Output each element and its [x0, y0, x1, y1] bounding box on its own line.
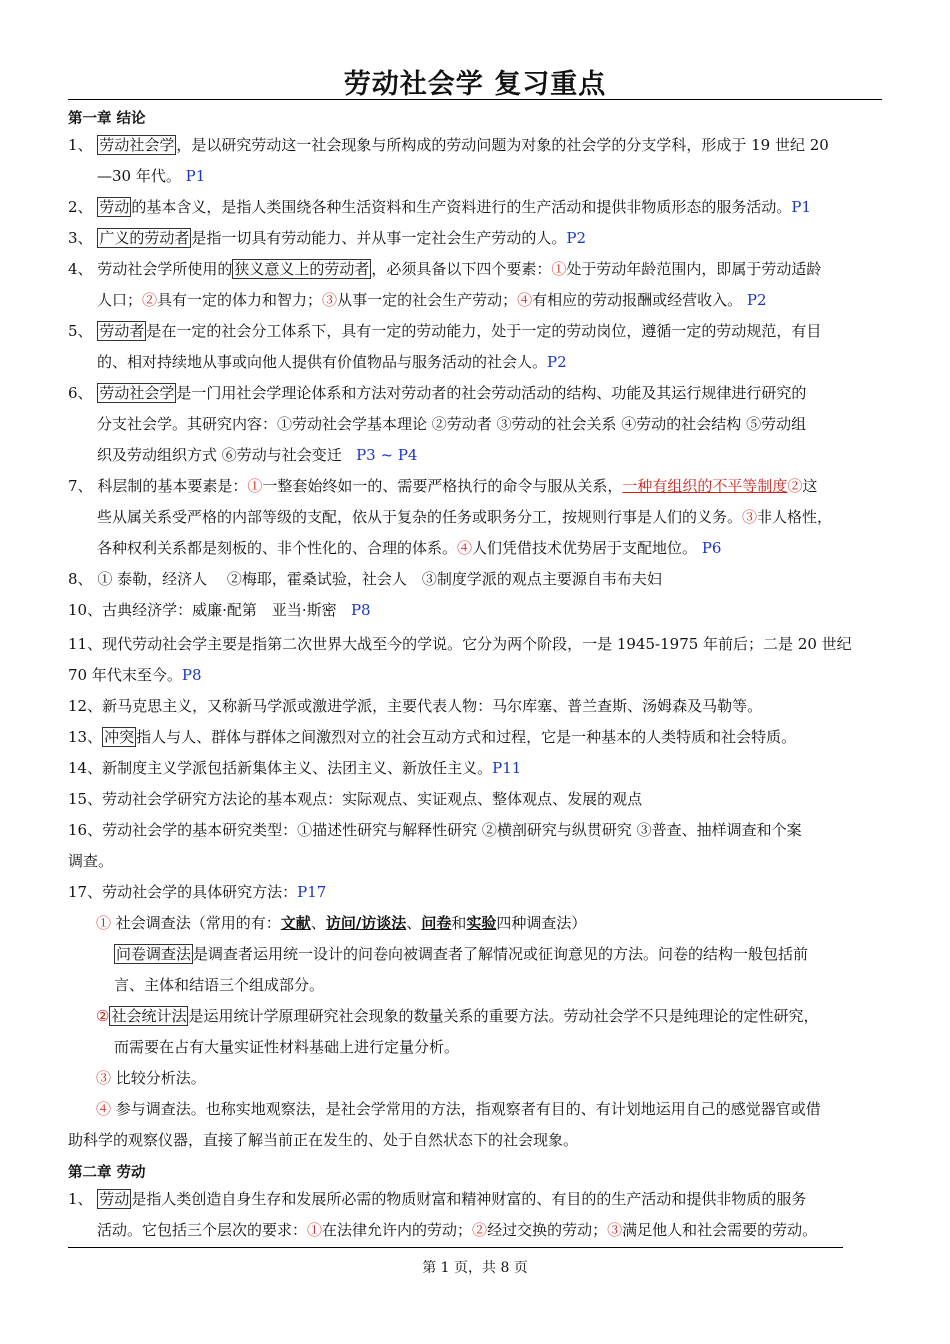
item-text: 织及劳动组织方式 ⑥劳动与社会变迁 [97, 446, 342, 464]
page-ref: P1 [791, 198, 811, 216]
item-text: 社会调查法（常用的有： [111, 914, 281, 932]
item-text: 新制度主义学派包括新集体主义、法团主义、新放任主义。 [102, 759, 493, 777]
item-text: 满足他人和社会需要的劳动。 [622, 1221, 818, 1239]
page-ref: P2 [547, 353, 567, 371]
item-3 [68, 228, 882, 248]
boxed-term: 劳动 [99, 1190, 130, 1208]
circled-marker: ③ [322, 291, 338, 309]
circled-marker: ① [247, 477, 263, 495]
item-1 [68, 135, 882, 155]
item-16 [68, 820, 882, 840]
item-6-cont2 [97, 445, 882, 465]
item-number: 8、 [68, 570, 93, 588]
item-text: —30 年代。 [97, 167, 181, 185]
circled-marker: ① [96, 914, 112, 932]
item-text: 劳动社会学的基本研究类型：①描述性研究与解释性研究 ②横剖研究与纵贯研究 ③普查、抽样调查和个案 [102, 821, 802, 839]
item-text: 非人格性， [757, 508, 833, 526]
item-text: ① 泰勒，经济人 ②梅耶，霍桑试验，社会人 ③制度学派的观点主要源自韦布夫妇 [97, 570, 662, 588]
item-7-cont2 [97, 538, 882, 558]
method-1 [96, 913, 882, 933]
boxed-term: 劳动者 [99, 322, 145, 340]
item-text: 在法律允许内的劳动； [322, 1221, 473, 1239]
separator: 和 [451, 914, 467, 932]
circled-marker: ① [551, 260, 567, 278]
document-title: 劳动社会学 复习重点 [343, 69, 607, 100]
page-ref: P3 ~ P4 [356, 446, 418, 464]
item-text: 些从属关系受严格的内部等级的支配，依从于复杂的任务或职务分工，按规则行事是人们的义务。 [97, 508, 743, 526]
underlined-phrase: 一种有组织的不平等制度 [622, 477, 788, 495]
circled-marker: ④ [96, 1100, 112, 1118]
item-8 [68, 569, 882, 589]
item-text: 经过交换的劳动； [487, 1221, 608, 1239]
page-ref: P6 [701, 539, 722, 557]
page-footer: 第 1 页，共 8 页 [422, 1260, 528, 1276]
page-ref: P8 [350, 601, 371, 619]
item-11-cont [68, 665, 882, 685]
circled-marker: ② [472, 1221, 488, 1239]
method-2 [96, 1006, 882, 1026]
item-number: 12、 [68, 697, 103, 715]
keyword: 问卷 [421, 914, 452, 932]
item-text: 是指人类创造自身生存和发展所必需的物质财富和精神财富的、有目的的生产活动和提供非物质的服务 [131, 1190, 807, 1208]
method-4 [96, 1099, 882, 1119]
item-text: 有相应的劳动报酬或经营收入。 [532, 291, 743, 309]
method-3 [96, 1068, 882, 1088]
item-6-cont [97, 414, 882, 434]
boxed-term: 狭义意义上的劳动者 [234, 260, 370, 278]
ch2-item-1-cont [97, 1220, 882, 1240]
item-number: 10、 [68, 601, 103, 619]
item-text: 参与调查法。也称实地观察法，是社会学常用的方法，指观察者有目的、有计划地运用自己的感觉器官或借 [111, 1100, 821, 1118]
item-text: ，是以研究劳动这一社会现象与所构成的劳动问题为对象的社会学的分支学科，形成于 19 世纪 20 [176, 136, 829, 154]
item-text: 分支社会学。其研究内容：①劳动社会学基本理论 ②劳动者 ③劳动的社会关系 ④劳动的社会结构 ⑤劳动组 [97, 415, 807, 433]
circled-marker: ② [142, 291, 158, 309]
item-number: 13、 [68, 728, 103, 746]
chapter-2-heading: 第二章 劳动 [68, 1165, 146, 1181]
circled-marker: ③ [742, 508, 758, 526]
item-text: 具有一定的体力和智力； [157, 291, 323, 309]
keyword: 实验 [466, 914, 497, 932]
item-text: 现代劳动社会学主要是指第二次世界大战至今的学说。它分为两个阶段，一是 1945-1975 年前后；二是 20 世纪 [102, 635, 852, 653]
item-text: 一整套始终如一的、需要严格执行的命令与服从关系， [262, 477, 623, 495]
ch2-item-1 [68, 1189, 882, 1209]
item-text: 新马克思主义，又称新马学派或激进学派，主要代表人物：马尔库塞、普兰查斯、汤姆森及马勒等。 [102, 697, 763, 715]
item-number: 1、 [68, 136, 93, 154]
keyword: 访问/访谈法 [325, 914, 407, 932]
item-7-cont [97, 507, 882, 527]
item-text: 科层制的基本要素是： [97, 477, 248, 495]
item-number: 2、 [68, 198, 93, 216]
item-number: 6、 [68, 384, 93, 402]
boxed-term: 劳动 [99, 198, 130, 216]
item-text: 而需要在占有大量实证性材料基础上进行定量分析。 [114, 1038, 460, 1056]
chapter-1-heading: 第一章 结论 [68, 111, 146, 127]
item-text: 从事一定的社会生产劳动； [337, 291, 518, 309]
item-2 [68, 197, 882, 217]
item-number: 14、 [68, 759, 103, 777]
item-number: 7、 [68, 477, 93, 495]
circled-marker: ④ [517, 291, 533, 309]
circled-marker: ④ [457, 539, 473, 557]
item-5 [68, 321, 882, 341]
item-text: 人们凭借技术优势居于支配地位。 [472, 539, 698, 557]
boxed-term: 冲突 [104, 728, 135, 746]
boxed-term: 问卷调查法 [116, 945, 192, 963]
item-text: 四种调查法） [496, 914, 587, 932]
circled-marker: ③ [96, 1069, 112, 1087]
item-text: 指人与人、群体与群体之间激烈对立的社会互动方式和过程，它是一种基本的人类特质和社会特质。 [136, 728, 797, 746]
method-1-detail [114, 944, 882, 964]
page-ref: P17 [297, 883, 327, 901]
boxed-term: 广义的劳动者 [99, 229, 190, 247]
title-divider [68, 99, 882, 100]
item-number: 15、 [68, 790, 103, 808]
item-text: 是指一切具有劳动能力、并从事一定社会生产劳动的人。 [191, 229, 567, 247]
page-ref: P8 [181, 666, 202, 684]
circled-marker: ① [307, 1221, 323, 1239]
item-text: 活动。它包括三个层次的要求： [97, 1221, 308, 1239]
item-text: 助科学的观察仪器，直接了解当前正在发生的、处于自然状态下的社会现象。 [68, 1131, 579, 1149]
item-15 [68, 789, 882, 809]
separator: 、 [406, 914, 422, 932]
item-6 [68, 383, 882, 403]
footer-divider [68, 1247, 843, 1248]
boxed-term: 社会统计法 [111, 1007, 187, 1025]
item-text: 比较分析法。 [111, 1069, 206, 1087]
item-number: 16、 [68, 821, 103, 839]
item-4-cont [97, 290, 882, 310]
item-text: 这 [802, 477, 818, 495]
method-2-cont [114, 1037, 882, 1057]
item-17 [68, 882, 882, 902]
boxed-term: 劳动社会学 [99, 136, 175, 154]
keyword: 文献 [280, 914, 311, 932]
boxed-term: 劳动社会学 [99, 384, 175, 402]
item-text: 是调查者运用统一设计的问卷向被调查者了解情况或征询意见的方法。问卷的结构一般包括前 [193, 945, 809, 963]
item-text: 调查。 [68, 852, 114, 870]
item-text: 言、主体和结语三个组成部分。 [114, 976, 325, 994]
method-4-cont [68, 1130, 882, 1150]
item-13 [68, 727, 882, 747]
item-11 [68, 634, 882, 654]
item-text: 劳动社会学所使用的 [97, 260, 233, 278]
separator: 、 [310, 914, 326, 932]
item-number: 11、 [68, 635, 103, 653]
item-16-cont [68, 851, 882, 871]
item-number: 5、 [68, 322, 93, 340]
item-text: 是一门用社会学理论体系和方法对劳动者的社会劳动活动的结构、功能及其运行规律进行研究的 [176, 384, 807, 402]
item-text: 人口； [97, 291, 143, 309]
item-text: 各种权利关系都是刻板的、非个性化的、合理的体系。 [97, 539, 458, 557]
item-number: 3、 [68, 229, 93, 247]
item-4 [68, 259, 882, 279]
item-14 [68, 758, 882, 778]
item-text: 处于劳动年龄范围内，即属于劳动适龄 [566, 260, 822, 278]
item-12 [68, 696, 882, 716]
item-number: 17、 [68, 883, 103, 901]
item-text: 是运用统计学原理研究社会现象的数量关系的重要方法。劳动社会学不只是纯理论的定性研究， [188, 1007, 819, 1025]
page-ref: P2 [566, 229, 586, 247]
item-5-cont [97, 352, 882, 372]
page-ref: P11 [492, 759, 522, 777]
circled-marker: ③ [607, 1221, 623, 1239]
circled-marker: ② [787, 477, 803, 495]
item-text: 70 年代末至今。 [68, 666, 182, 684]
item-number: 4、 [68, 260, 93, 278]
item-text: 的基本含义，是指人类围绕各种生活资料和生产资料进行的生产活动和提供非物质形态的服务活动。 [131, 198, 792, 216]
method-1-detail-cont [114, 975, 882, 995]
item-text: 劳动社会学的具体研究方法： [102, 883, 298, 901]
item-10 [68, 600, 882, 620]
item-text: 古典经济学：威廉·配第 亚当·斯密 [102, 601, 337, 619]
item-7 [68, 476, 882, 496]
page-ref: P1 [185, 167, 206, 185]
item-text: 劳动社会学研究方法论的基本观点：实际观点、实证观点、整体观点、发展的观点 [102, 790, 643, 808]
item-1-cont [97, 166, 882, 186]
page-ref: P2 [746, 291, 767, 309]
item-text: 的、相对持续地从事或向他人提供有价值物品与服务活动的社会人。 [97, 353, 548, 371]
item-text: 是在一定的社会分工体系下，具有一定的劳动能力，处于一定的劳动岗位，遵循一定的劳动规范，有目 [146, 322, 822, 340]
circled-marker: ② [96, 1007, 110, 1025]
item-text: ，必须具备以下四个要素： [371, 260, 552, 278]
item-number: 1、 [68, 1190, 93, 1208]
